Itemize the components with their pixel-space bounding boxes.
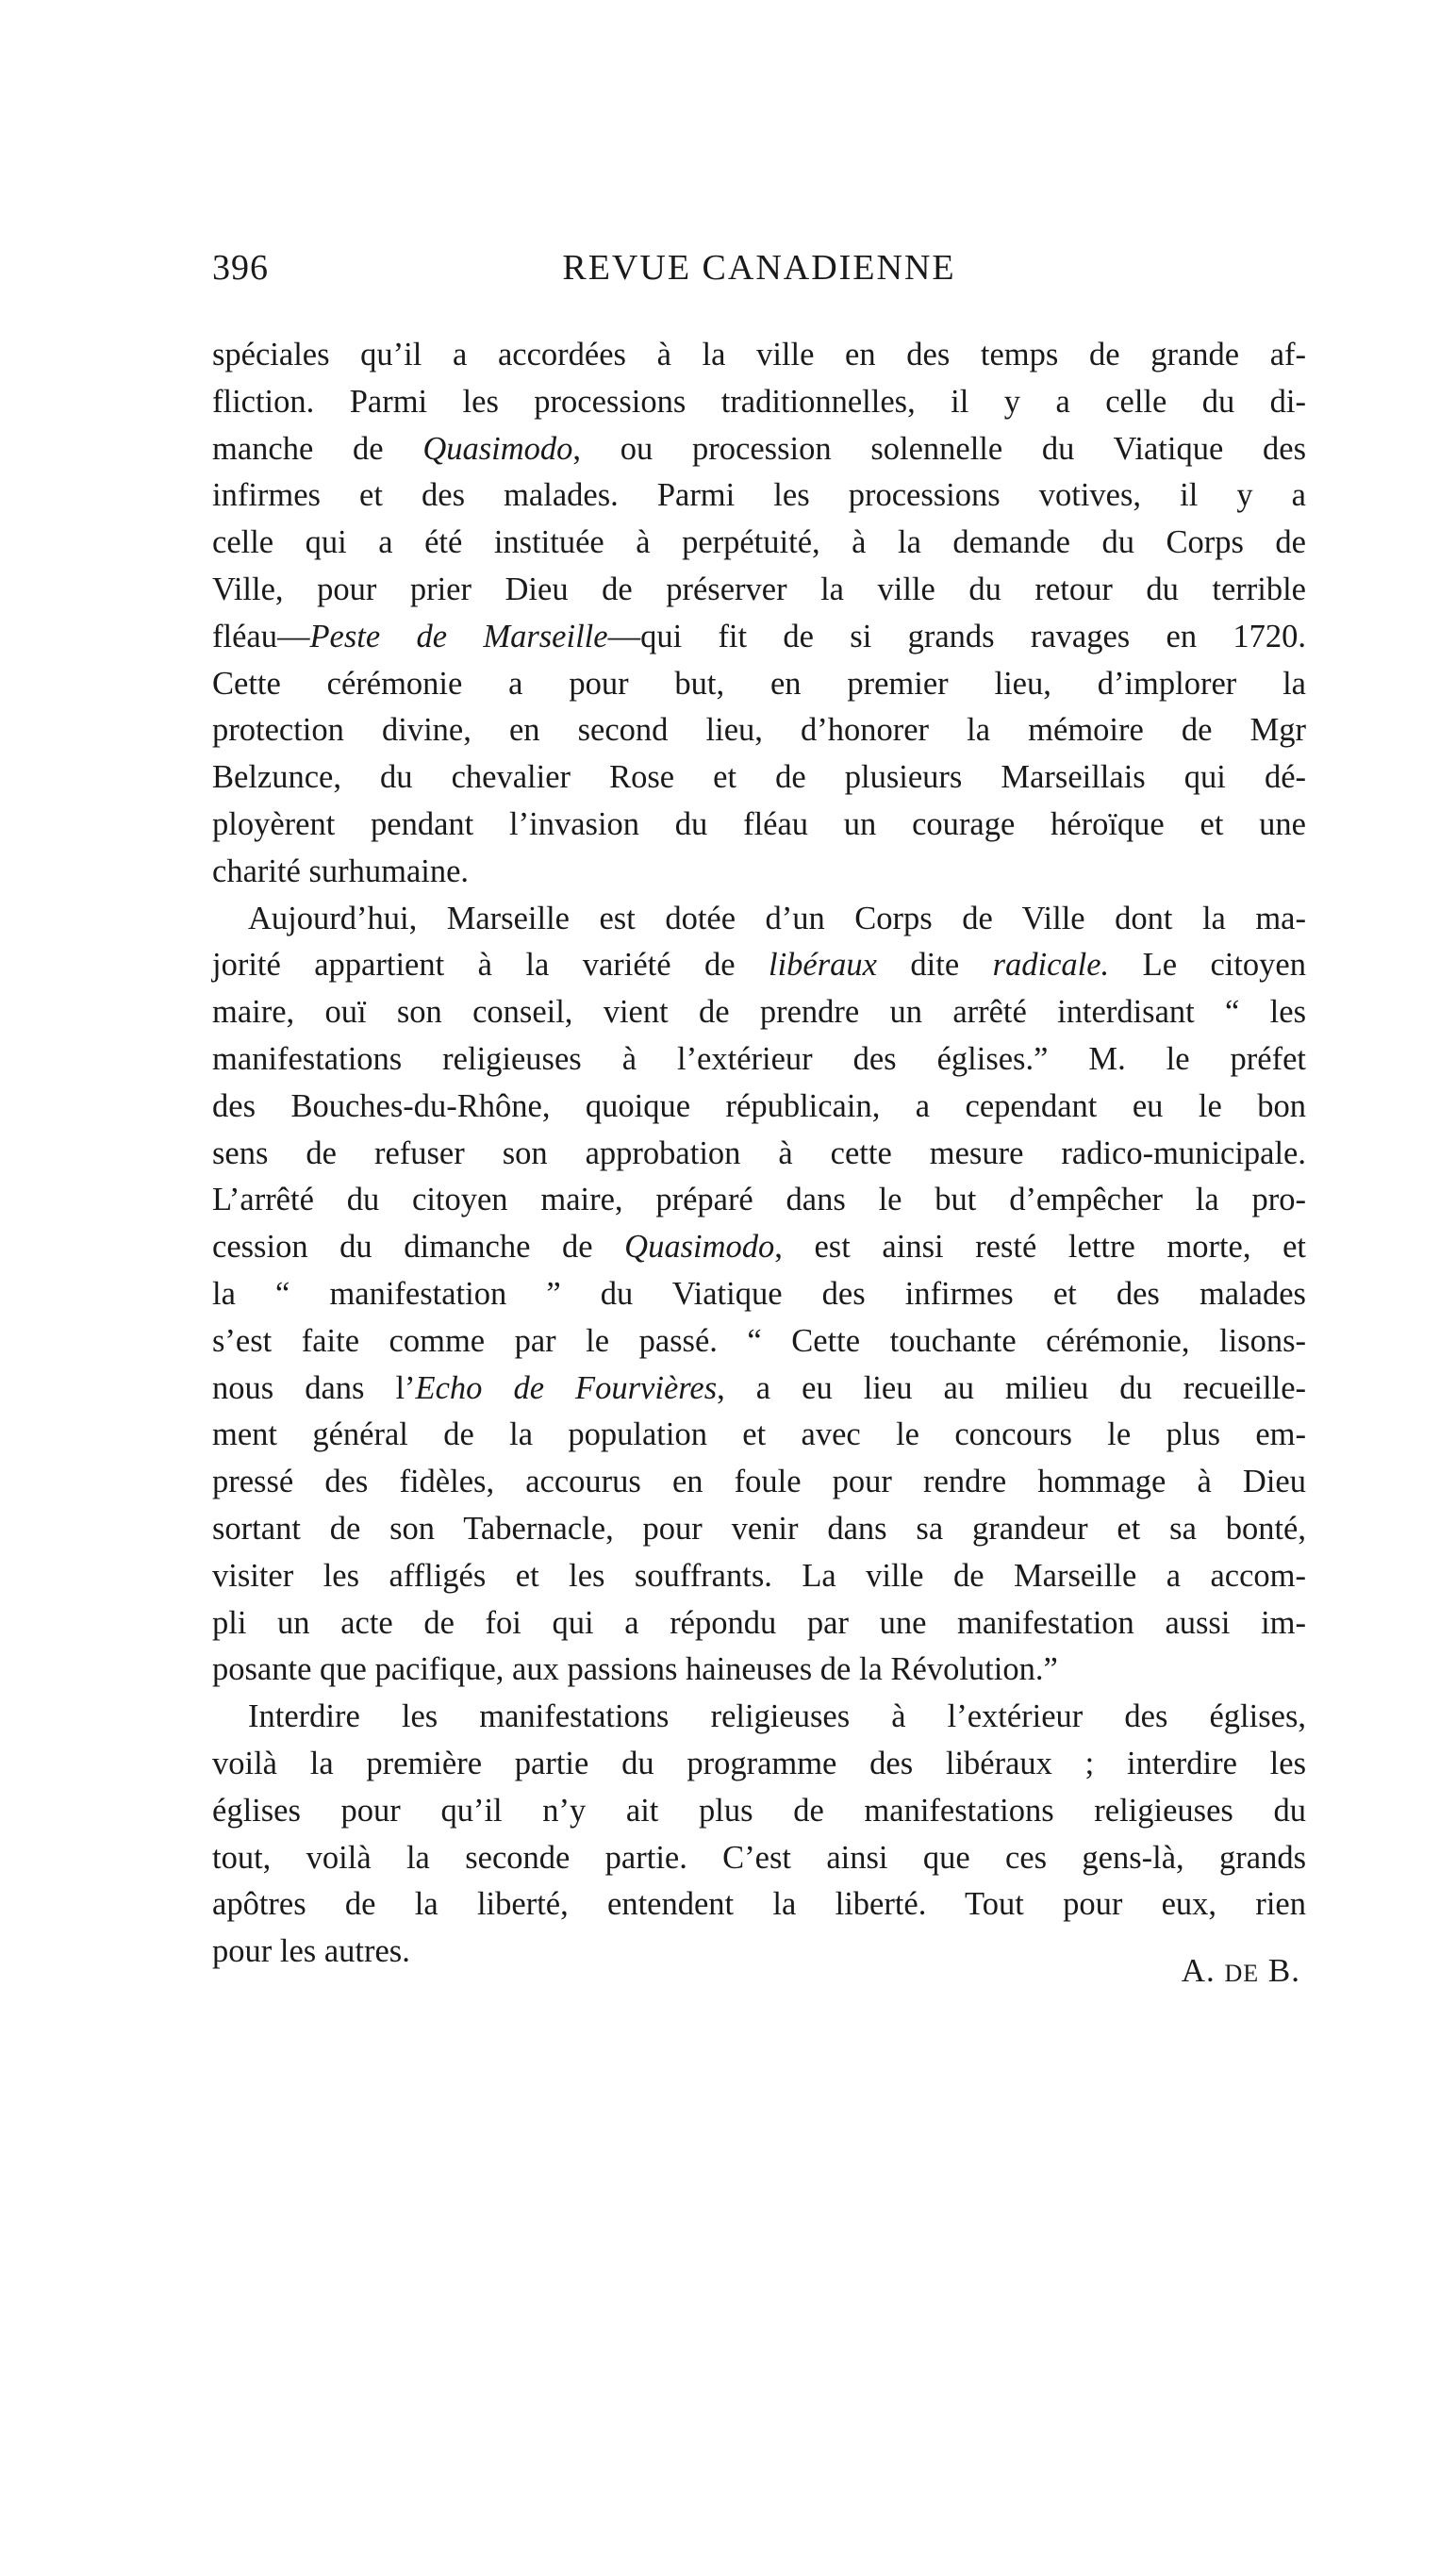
italic-term: Echo de Fourvières — [415, 1369, 718, 1406]
text-line: Interdire les manifestations religieuses à l’extérieur des églises, — [248, 1698, 1306, 1735]
text-line — [212, 1366, 1306, 1413]
text-line — [212, 1224, 1306, 1271]
text-segment: , est ainsi resté lettre morte, et — [774, 1229, 1307, 1266]
text-line: celle qui a été instituée à perpétuité, à la demande du Corps de — [212, 524, 1306, 561]
text-segment: , a eu lieu au milieu du recueille- — [717, 1369, 1306, 1406]
text-line: pressé des fidèles, accourus en foule pour rendre hommage à Dieu — [212, 1464, 1306, 1500]
text-line: maire, ouï son conseil, vient de prendre un arrêté interdisant “ les — [212, 994, 1306, 1031]
text-line: protection divine, en second lieu, d’honorer la mémoire de Mgr — [212, 712, 1306, 749]
italic-term: Peste de Marseille — [309, 618, 608, 654]
paragraph-3 — [212, 1694, 1306, 1976]
text-line: des Bouches-du-Rhône, quoique républicain, a cependant eu le bon — [212, 1087, 1306, 1124]
text-line: L’arrêté du citoyen maire, préparé dans le but d’empêcher la pro- — [212, 1182, 1306, 1218]
paragraph-1 — [212, 332, 1306, 896]
text-line — [212, 614, 1306, 661]
page-header — [212, 247, 1306, 304]
text-line: pour les autres. — [212, 1933, 410, 1970]
text-segment: jorité appartient à la variété de — [212, 947, 769, 984]
text-line: manifestations religieuses à l’extérieur des églises.” M. le préfet — [212, 1040, 1306, 1077]
text-line: fliction. Parmi les processions traditionnelles, il y a celle du di- — [212, 383, 1306, 420]
italic-term: libéraux — [768, 947, 877, 984]
text-line — [212, 942, 1306, 989]
text-line: visiter les affligés et les souffrants. La ville de Marseille a accom- — [212, 1557, 1306, 1594]
text-line: pli un acte de foi qui a répondu par une manifestation aussi im- — [212, 1604, 1306, 1641]
text-line: sortant de son Tabernacle, pour venir dans sa grandeur et sa bonté, — [212, 1510, 1306, 1547]
text-segment: nous dans l’ — [212, 1369, 416, 1406]
text-line: Belzunce, du chevalier Rose et de plusieurs Marseillais qui dé- — [212, 759, 1306, 796]
text-line: ment général de la population et avec le concours le plus em- — [212, 1416, 1306, 1453]
text-line: sens de refuser son approbation à cette mesure radico-municipale. — [212, 1134, 1306, 1171]
text-segment: fléau— — [212, 618, 310, 654]
text-line — [212, 426, 1306, 473]
article-body — [212, 332, 1306, 1976]
text-line: apôtres de la liberté, entendent la liberté. Tout pour eux, rien — [212, 1886, 1306, 1923]
text-segment: dite — [876, 947, 993, 984]
text-segment: —qui fit de si grands ravages en 1720. — [607, 618, 1307, 654]
text-line: voilà la première partie du programme des libéraux ; interdire les — [212, 1745, 1306, 1781]
signature-final: B. — [1267, 1952, 1300, 1989]
text-segment: , ou procession solennelle du Viatique des — [572, 430, 1306, 467]
text-line: églises pour qu’il n’y ait plus de manifestations religieuses du — [212, 1792, 1306, 1829]
text-segment: Le citoyen — [1109, 947, 1306, 984]
text-line: la “ manifestation ” du Viatique des infirmes et des malades — [212, 1275, 1306, 1312]
author-signature — [1182, 1952, 1300, 1990]
text-line: charité surhumaine. — [212, 853, 470, 889]
text-line: s’est faite comme par le passé. “ Cette touchante cérémonie, lisons- — [212, 1322, 1306, 1359]
text-line: tout, voilà la seconde partie. C’est ainsi que ces gens-là, grands — [212, 1839, 1306, 1876]
text-line: ployèrent pendant l’invasion du fléau un courage héroïque et une — [212, 805, 1306, 842]
italic-term: Quasimodo — [624, 1229, 775, 1266]
text-segment: manche de — [212, 430, 423, 467]
page-number: 396 — [212, 248, 269, 288]
signature-particle: DE — [1224, 1960, 1260, 1987]
italic-term: Quasimodo — [422, 430, 573, 467]
text-line: Ville, pour prier Dieu de préserver la ville du retour du terrible — [212, 571, 1306, 607]
text-line: spéciales qu’il a accordées à la ville en des temps de grande af- — [212, 337, 1306, 373]
text-line: infirmes et des malades. Parmi les processions votives, il y a — [212, 477, 1306, 514]
text-line: Cette cérémonie a pour but, en premier lieu, d’implorer la — [212, 665, 1306, 702]
paragraph-2 — [212, 896, 1306, 1695]
text-line: Aujourd’hui, Marseille est dotée d’un Corps de Ville dont la ma- — [248, 900, 1306, 936]
signature-initial: A. — [1181, 1952, 1216, 1989]
italic-term: radicale. — [992, 947, 1110, 984]
text-line: posante que pacifique, aux passions haineuses de la Révolution.” — [212, 1651, 1058, 1688]
text-segment: cession du dimanche de — [212, 1229, 625, 1266]
running-title: REVUE CANADIENNE — [562, 248, 956, 288]
